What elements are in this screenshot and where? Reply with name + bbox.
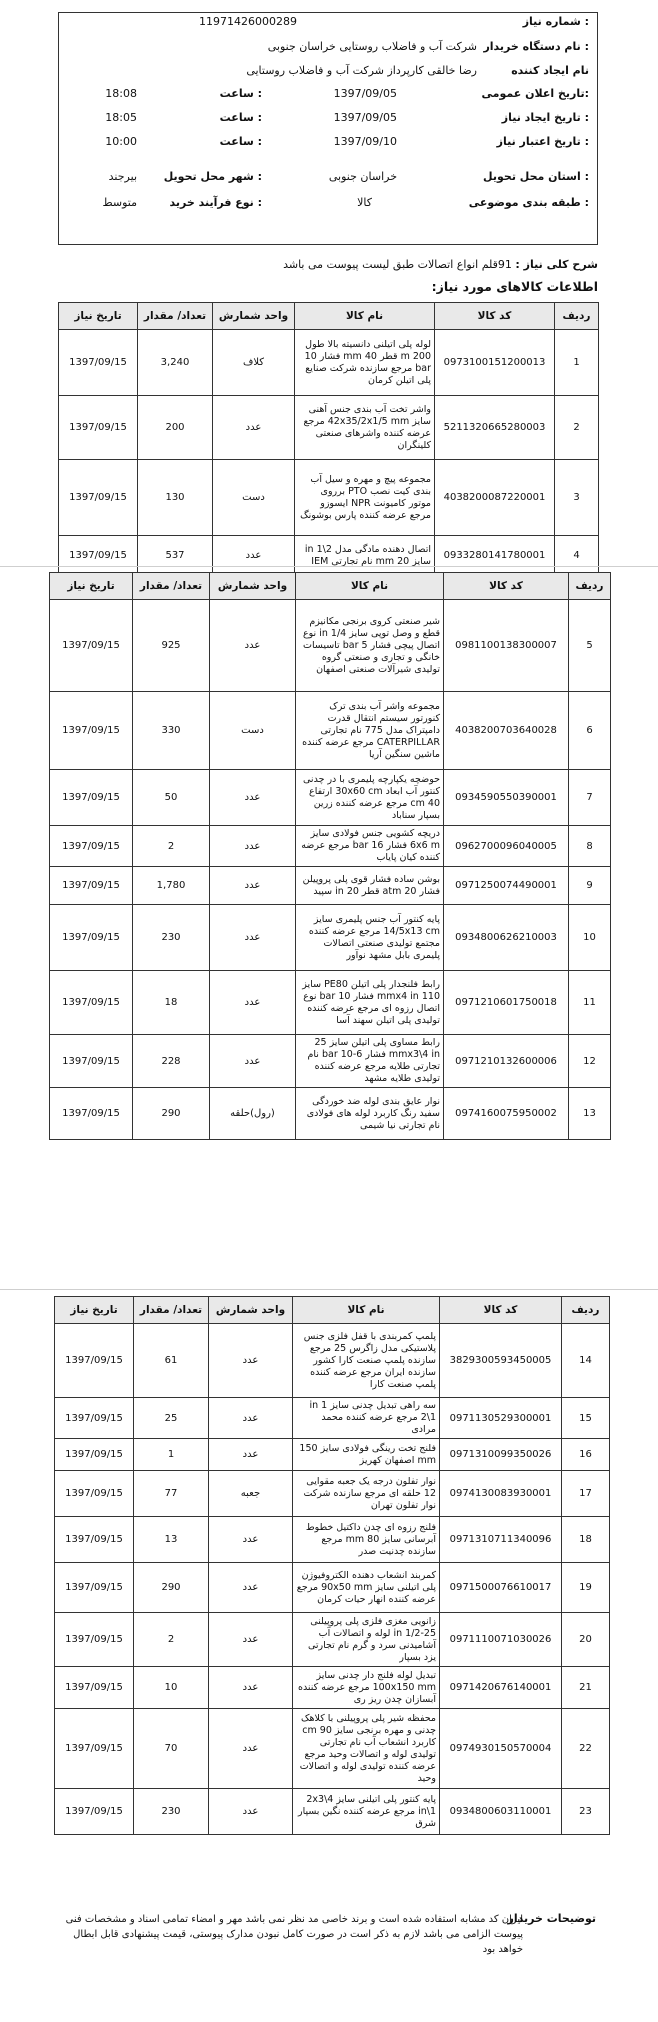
items-table-page-3 [54, 1296, 610, 1835]
row-number-cell: 10 [569, 905, 611, 971]
need-date-cell: 1397/09/15 [50, 600, 133, 692]
row-number-cell: 8 [569, 826, 611, 867]
item-code-cell: 0971500076610017 [440, 1563, 562, 1613]
table-row [59, 536, 599, 576]
unit-cell: عدد [210, 826, 296, 867]
buyer-value: شرکت آب و فاضلاب روستایی خراسان جنوبی [267, 40, 477, 53]
item-code-cell: 0971250074490001 [444, 867, 569, 905]
col-unit: واحد شمارش [213, 303, 295, 330]
buyer-notes-text: ایران کد مشابه استفاده شده است و برند خاصی مد نظر نمی باشد مهر و امضاء تمامی اسناد و مشخصات فنی پیوست الزامی می باشد لازم به ذکر است در صورت کامل نبودن مدارک پیوستی، قیمت پیشنهادی قابل ابطال خواهد بود [65, 1914, 523, 1955]
table-row [50, 770, 611, 826]
col-need-date: تاریخ نیاز [55, 1297, 134, 1324]
unit-cell: دست [213, 460, 295, 536]
row-number-cell: 13 [569, 1088, 611, 1140]
header-row-creator [59, 64, 597, 84]
quantity-cell: 77 [134, 1471, 209, 1517]
item-code-cell: 0934590550390001 [444, 770, 569, 826]
need-date-cell: 1397/09/15 [55, 1613, 134, 1667]
item-code-cell: 4038200703640028 [444, 692, 569, 770]
row-number-cell: 5 [569, 600, 611, 692]
unit-cell: عدد [213, 396, 295, 460]
col-item-name: نام کالا [295, 303, 435, 330]
quantity-cell: 130 [138, 460, 213, 536]
unit-cell: عدد [209, 1324, 293, 1398]
table-row [55, 1709, 610, 1789]
need-date-cell: 1397/09/15 [59, 396, 138, 460]
table-header-row [50, 573, 611, 600]
announce-date-label: تاریخ اعلان عمومی: [481, 87, 589, 100]
item-name-cell: مجموعه پیچ و مهره و سیل آب بندی کیت نصب PTO برروی موتور کامیونت NPR ایسوزو مرجع عرضه کننده پارس بوشونگ [295, 460, 435, 536]
table-row [55, 1324, 610, 1398]
unit-cell: عدد [209, 1709, 293, 1789]
need-date-cell: 1397/09/15 [55, 1709, 134, 1789]
table-row [50, 1035, 611, 1088]
quantity-cell: 230 [134, 1789, 209, 1835]
city-value: بیرجند [108, 170, 137, 183]
item-code-cell: 0974160075950002 [444, 1088, 569, 1140]
col-item-code: کد کالا [440, 1297, 562, 1324]
quantity-cell: 3,240 [138, 330, 213, 396]
buyer-notes-label: توضیحات خریدار [507, 1912, 596, 1925]
classification-value: کالا [357, 196, 372, 209]
page-separator [0, 1289, 658, 1290]
table-row [59, 330, 599, 396]
validity-time-value: 10:00 [105, 135, 137, 148]
item-code-cell: 0973100151200013 [435, 330, 555, 396]
need-date-cell: 1397/09/15 [50, 905, 133, 971]
item-name-cell: نوار عایق بندی لوله ضد خوردگی سفید رنگ کاربرد لوله های فولادی نام تجارتی نیا شیمی [296, 1088, 444, 1140]
item-code-cell: 0971210601750018 [444, 971, 569, 1035]
table-row [59, 460, 599, 536]
col-unit: واحد شمارش [209, 1297, 293, 1324]
item-code-cell: 4038200087220001 [435, 460, 555, 536]
process-type-label: نوع فرآیند خرید : [169, 196, 262, 209]
quantity-cell: 18 [133, 971, 210, 1035]
quantity-cell: 228 [133, 1035, 210, 1088]
header-row-validity-date [59, 135, 597, 155]
quantity-cell: 10 [134, 1667, 209, 1709]
need-date-cell: 1397/09/15 [50, 1035, 133, 1088]
table-row [50, 692, 611, 770]
need-date-cell: 1397/09/15 [50, 692, 133, 770]
item-name-cell: نوار تفلون درجه یک جعبه مقوایی 12 حلقه ای مرجع سازنده شرکت نوار تفلون تهران [293, 1471, 440, 1517]
validity-date-value: 1397/09/10 [333, 135, 397, 148]
quantity-cell: 230 [133, 905, 210, 971]
item-code-cell: 3829300593450005 [440, 1324, 562, 1398]
unit-cell: عدد [210, 1035, 296, 1088]
quantity-cell: 537 [138, 536, 213, 576]
unit-cell: عدد [210, 905, 296, 971]
col-row-number: ردیف [562, 1297, 610, 1324]
item-name-cell: تبدیل لوله فلنج دار چدنی سایز 100x150 mm مرجع عرضه کننده آبسازان چدن ریز ری [293, 1667, 440, 1709]
item-name-cell: محفظه شیر پلی پروپیلنی با کلاهک چدنی و مهره برنجی سایز 90 cm کاربرد انشعاب آب نام تجارتی تولیدی لوله و اتصالات وحید مرجع عرضه کننده تولیدی لوله و اتصالات وحید [293, 1709, 440, 1789]
need-date-cell: 1397/09/15 [59, 536, 138, 576]
item-name-cell: پایه کنتور آب جنس پلیمری سایز 14/5x13 cm مرجع عرضه کننده مجتمع تولیدی صنعتی اتصالات پلیمری بابل مشهد نوآور [296, 905, 444, 971]
request-number-value: 11971426000289 [199, 15, 297, 28]
items-table-page-2 [49, 572, 611, 1140]
creator-label: نام ایجاد کننده [511, 64, 589, 77]
need-date-cell: 1397/09/15 [50, 971, 133, 1035]
item-code-cell: 0934800603110001 [440, 1789, 562, 1835]
quantity-cell: 1,780 [133, 867, 210, 905]
row-number-cell: 22 [562, 1709, 610, 1789]
unit-cell: عدد [210, 971, 296, 1035]
classification-label: طبقه بندی موضوعی : [468, 196, 589, 209]
quantity-cell: 50 [133, 770, 210, 826]
col-quantity: تعداد/ مقدار [134, 1297, 209, 1324]
unit-cell: عدد [209, 1398, 293, 1439]
unit-cell: عدد [209, 1789, 293, 1835]
col-quantity: تعداد/ مقدار [133, 573, 210, 600]
col-item-name: نام کالا [293, 1297, 440, 1324]
table-row [50, 905, 611, 971]
row-number-cell: 6 [569, 692, 611, 770]
quantity-cell: 200 [138, 396, 213, 460]
item-name-cell: فلنج رزوه ای چدن داکتیل خطوط آبرسانی سایز 80 mm مرجع سازنده چدنیت صدر [293, 1517, 440, 1563]
col-need-date: تاریخ نیاز [59, 303, 138, 330]
row-number-cell: 11 [569, 971, 611, 1035]
item-name-cell: بوشن ساده فشار قوی پلی پروپیلن فشار 20 atm قطر 20 in سپید [296, 867, 444, 905]
col-unit: واحد شمارش [210, 573, 296, 600]
table-header-row [59, 303, 599, 330]
row-number-cell: 20 [562, 1613, 610, 1667]
table-row [59, 396, 599, 460]
unit-cell: جعبه [209, 1471, 293, 1517]
item-name-cell: رابط فلنجدار پلی اتیلن PE80 سایز 110 mmx4 in فشار 10 bar نوع اتصال رزوه ای مرجع عرضه کننده تولیدی پلی اتیلن سهند آسا [296, 971, 444, 1035]
col-item-code: کد کالا [444, 573, 569, 600]
table-row [50, 826, 611, 867]
summary-value: 91قلم انواع اتصالات طبق لیست پیوست می باشد [283, 258, 512, 271]
need-date-cell: 1397/09/15 [55, 1324, 134, 1398]
row-number-cell: 3 [555, 460, 599, 536]
item-code-cell: 0971420676140001 [440, 1667, 562, 1709]
item-name-cell: واشر تخت آب بندی جنس آهنی سایز 42x35/2x1/5 mm مرجع عرضه کننده واشرهای صنعتی کلینگران [295, 396, 435, 460]
col-item-name: نام کالا [296, 573, 444, 600]
header-row-create-date [59, 111, 597, 131]
item-code-cell: 0971110071030026 [440, 1613, 562, 1667]
table-row [50, 1088, 611, 1140]
item-name-cell: کمربند انشعاب دهنده الکتروفیوژن پلی اتیلنی سایز 90x50 mm مرجع عرضه کننده انهار حیات کرمان [293, 1563, 440, 1613]
item-code-cell: 0962700096040005 [444, 826, 569, 867]
item-name-cell: لوله پلی اتیلنی دانسیته بالا طول 200 m قطر 40 mm فشار 10 bar مرجع سازنده شرکت صنایع پلی اتیلن کرمان [295, 330, 435, 396]
quantity-cell: 1 [134, 1439, 209, 1471]
need-date-cell: 1397/09/15 [55, 1439, 134, 1471]
page-separator [0, 566, 658, 567]
quantity-cell: 290 [134, 1563, 209, 1613]
item-code-cell: 0971310711340096 [440, 1517, 562, 1563]
item-code-cell: 0981100138300007 [444, 600, 569, 692]
row-number-cell: 7 [569, 770, 611, 826]
item-name-cell: دریچه کشویی جنس فولادی سایز 6x6 m فشار 16 bar مرجع عرضه کننده کیان پایاب [296, 826, 444, 867]
province-value: خراسان جنوبی [328, 170, 397, 183]
col-row-number: ردیف [555, 303, 599, 330]
item-code-cell: 0971210132600006 [444, 1035, 569, 1088]
table-row [55, 1517, 610, 1563]
unit-cell: عدد [209, 1613, 293, 1667]
row-number-cell: 17 [562, 1471, 610, 1517]
need-date-cell: 1397/09/15 [55, 1471, 134, 1517]
item-name-cell: شیر صنعتی کروی برنجی مکانیزم قطع و وصل توپی سایز 1/4 in نوع اتصال پیچی فشار 5 bar تاسیسات خانگی و تجاری و صنعتی گروه تولیدی شیرآلات صنعتی اصفهان [296, 600, 444, 692]
validity-time-label: ساعت : [219, 135, 262, 148]
need-date-cell: 1397/09/15 [50, 826, 133, 867]
need-date-cell: 1397/09/15 [50, 867, 133, 905]
unit-cell: عدد [209, 1667, 293, 1709]
quantity-cell: 61 [134, 1324, 209, 1398]
quantity-cell: 925 [133, 600, 210, 692]
table-row [55, 1471, 610, 1517]
items-table-page-1 [58, 302, 599, 576]
item-name-cell: سه راهی تبدیل چدنی سایز 1 in 2\1 مرجع عرضه کننده محمد مرادی [293, 1398, 440, 1439]
need-date-cell: 1397/09/15 [55, 1398, 134, 1439]
header-row-request-number [59, 15, 597, 35]
item-name-cell: پایه کنتور پلی اتیلنی سایز 2x3\4 in\1 مرجع عرضه کننده نگین بسپار شرق [293, 1789, 440, 1835]
header-row-buyer [59, 40, 597, 60]
quantity-cell: 330 [133, 692, 210, 770]
quantity-cell: 13 [134, 1517, 209, 1563]
need-date-cell: 1397/09/15 [50, 770, 133, 826]
col-quantity: تعداد/ مقدار [138, 303, 213, 330]
create-time-value: 18:05 [105, 111, 137, 124]
create-date-value: 1397/09/05 [333, 111, 397, 124]
table-row [50, 600, 611, 692]
quantity-cell: 70 [134, 1709, 209, 1789]
row-number-cell: 16 [562, 1439, 610, 1471]
validity-date-label: تاریخ اعتبار نیاز : [496, 135, 589, 148]
item-code-cell: 0974130083930001 [440, 1471, 562, 1517]
summary-label: شرح کلی نیاز : [515, 258, 598, 271]
item-code-cell: 0971310099350026 [440, 1439, 562, 1471]
quantity-cell: 2 [133, 826, 210, 867]
table-row [50, 867, 611, 905]
row-number-cell: 15 [562, 1398, 610, 1439]
header-row-announce-date [59, 87, 597, 107]
header-row-delivery-location [59, 170, 597, 190]
table-row [55, 1398, 610, 1439]
table-row [55, 1789, 610, 1835]
process-type-value: متوسط [102, 196, 137, 209]
row-number-cell: 12 [569, 1035, 611, 1088]
table-row [55, 1613, 610, 1667]
unit-cell: (رول)حلقه [210, 1088, 296, 1140]
need-date-cell: 1397/09/15 [59, 460, 138, 536]
row-number-cell: 14 [562, 1324, 610, 1398]
unit-cell: دست [210, 692, 296, 770]
need-date-cell: 1397/09/15 [55, 1789, 134, 1835]
item-name-cell: رابط مساوی پلی اتیلن سایز 25 mmx3\4 in فشار 6-10 bar نام تجارتی طلایه مرجع عرضه کننده تولیدی طلایه مشهد [296, 1035, 444, 1088]
item-name-cell: زانویی مغزی فلزی پلی پروپیلنی 25-1/2 in لوله و اتصالات آب آشامیدنی سرد و گرم نام تجارتی یزد بسپار [293, 1613, 440, 1667]
item-code-cell: 0934800626210003 [444, 905, 569, 971]
unit-cell: عدد [210, 600, 296, 692]
unit-cell: عدد [209, 1517, 293, 1563]
request-number-label: شماره نیاز : [522, 15, 589, 28]
row-number-cell: 1 [555, 330, 599, 396]
need-date-cell: 1397/09/15 [55, 1563, 134, 1613]
unit-cell: کلاف [213, 330, 295, 396]
item-code-cell: 0933280141780001 [435, 536, 555, 576]
need-date-cell: 1397/09/15 [55, 1667, 134, 1709]
create-time-label: ساعت : [219, 111, 262, 124]
table-header-row [55, 1297, 610, 1324]
creator-value: رضا خالقی کارپرداز شرکت آب و فاضلاب روستایی [246, 64, 477, 77]
items-info-title: اطلاعات کالاهای مورد نیاز: [431, 279, 598, 294]
row-number-cell: 23 [562, 1789, 610, 1835]
item-name-cell: پلمپ کمربندی با قفل فلزی جنس پلاستیکی مدل زاگرس 25 مرجع سازنده پلمپ صنعت کارا کشور سازنده ایران مرجع عرضه کننده پلمپ صنعت کارا [293, 1324, 440, 1398]
buyer-label: نام دستگاه خریدار : [483, 40, 589, 53]
announce-date-value: 1397/09/05 [333, 87, 397, 100]
table-row [50, 971, 611, 1035]
row-number-cell: 21 [562, 1667, 610, 1709]
row-number-cell: 9 [569, 867, 611, 905]
table-row [55, 1667, 610, 1709]
header-row-classification [59, 196, 597, 216]
unit-cell: عدد [209, 1563, 293, 1613]
item-name-cell: اتصال دهنده مادگی مدل 2\1 in سایز 20 mm نام تجارتی IEM [295, 536, 435, 576]
col-need-date: تاریخ نیاز [50, 573, 133, 600]
col-item-code: کد کالا [435, 303, 555, 330]
quantity-cell: 2 [134, 1613, 209, 1667]
row-number-cell: 4 [555, 536, 599, 576]
item-code-cell: 5211320665280003 [435, 396, 555, 460]
quantity-cell: 290 [133, 1088, 210, 1140]
unit-cell: عدد [209, 1439, 293, 1471]
item-name-cell: حوضچه یکپارچه پلیمری با در چدنی کنتور آب ابعاد 30x60 cm ارتفاع 40 cm مرجع عرضه کننده زرین بسپار سناباد [296, 770, 444, 826]
need-date-cell: 1397/09/15 [55, 1517, 134, 1563]
table-row [55, 1439, 610, 1471]
create-date-label: تاریخ ایجاد نیاز : [501, 111, 589, 124]
quantity-cell: 25 [134, 1398, 209, 1439]
item-code-cell: 0974930150570004 [440, 1709, 562, 1789]
province-label: استان محل تحویل : [483, 170, 589, 183]
need-date-cell: 1397/09/15 [50, 1088, 133, 1140]
unit-cell: عدد [213, 536, 295, 576]
row-number-cell: 2 [555, 396, 599, 460]
item-name-cell: مجموعه واشر آب بندی ترک کنورتور سیستم انتقال قدرت دامپتراک مدل 775 نام تجارتی CATERPILLAR مرجع عرضه کننده ماشین سنگین آریا [296, 692, 444, 770]
item-name-cell: فلنج تخت رینگی فولادی سایز 150 mm اصفهان کهریز [293, 1439, 440, 1471]
row-number-cell: 18 [562, 1517, 610, 1563]
row-number-cell: 19 [562, 1563, 610, 1613]
table-row [55, 1563, 610, 1613]
need-date-cell: 1397/09/15 [59, 330, 138, 396]
announce-time-label: ساعت : [219, 87, 262, 100]
col-row-number: ردیف [569, 573, 611, 600]
request-summary [283, 258, 598, 271]
city-label: شهر محل تحویل : [163, 170, 262, 183]
unit-cell: عدد [210, 867, 296, 905]
announce-time-value: 18:08 [105, 87, 137, 100]
request-header [58, 12, 598, 245]
item-code-cell: 0971130529300001 [440, 1398, 562, 1439]
unit-cell: عدد [210, 770, 296, 826]
